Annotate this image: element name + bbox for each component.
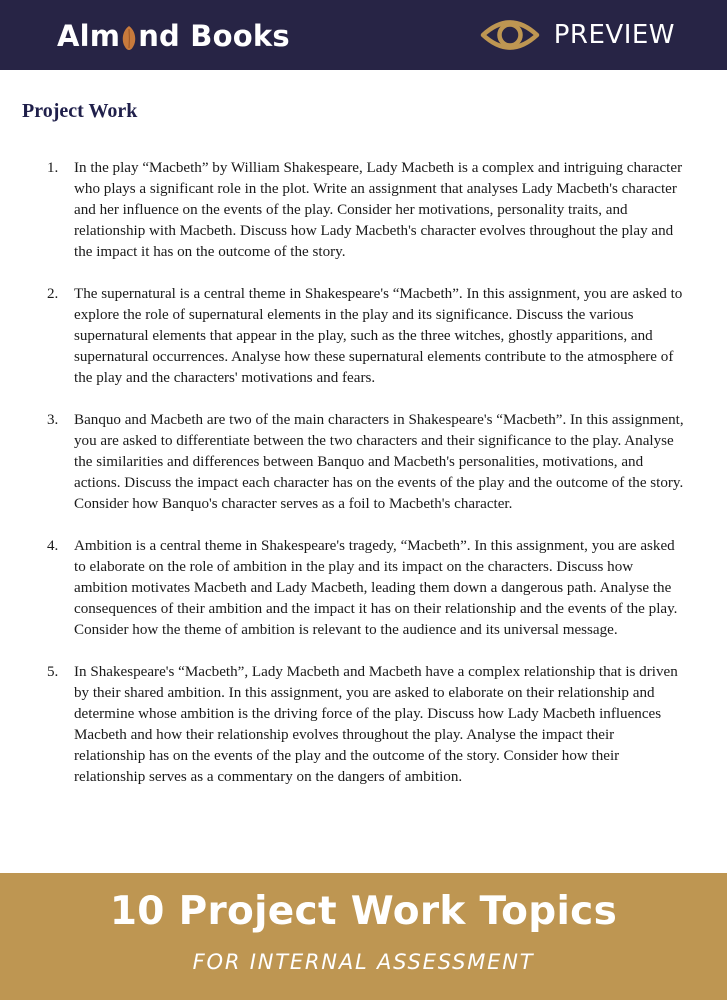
- topics-list: [47, 158, 687, 809]
- topic-text: In the play “Macbeth” by William Shakespeare, Lady Macbeth is a complex and intriguing character who plays a significant role in the plot. Write an assignment that analyses Lady Macbeth's character and her influence on the events of the play. Consider her motivations, personality traits, and relationship with Macbeth. Discuss how Lady Macbeth's character evolves throughout the play and the impact it has on the outcome of the story.: [74, 160, 683, 260]
- banner-title: 10 Project Work Topics: [109, 889, 618, 934]
- header-bar: [0, 0, 727, 70]
- preview-button[interactable]: [480, 13, 675, 57]
- almond-icon: [121, 25, 137, 51]
- topic-number: 1.: [47, 160, 59, 176]
- eye-icon: [480, 14, 540, 56]
- document-page: [0, 70, 727, 873]
- topic-number: 3.: [47, 412, 59, 428]
- brand-logo[interactable]: [57, 14, 290, 58]
- banner-subtitle: FOR INTERNAL ASSESSMENT: [192, 950, 535, 974]
- topic-number: 2.: [47, 286, 59, 302]
- topic-text: Ambition is a central theme in Shakespeare's tragedy, “Macbeth”. In this assignment, you are asked to elaborate on the role of ambition in the play and its impact on the characters. Discuss how ambition motivates Macbeth and Lady Macbeth, leading them down a dangerous path. Analyse the consequences of their ambition and the impact it has on their relationship and the events of the play. Consider how the theme of ambition is relevant to the audience and its universal message.: [74, 538, 678, 638]
- topic-text: The supernatural is a central theme in Shakespeare's “Macbeth”. In this assignment, you are asked to explore the role of supernatural elements in the play and its significance. Discuss the various supernatural elements that appear in the play, such as the three witches, ghostly apparitions, and supernatural occurrences. Analyse how these supernatural elements contribute to the atmosphere of the play and the characters' motivations and fears.: [74, 286, 683, 386]
- topic-item: [47, 536, 687, 641]
- section-title: Project Work: [22, 100, 138, 122]
- topic-item: [47, 284, 687, 389]
- logo-text-end: nd Books: [138, 19, 290, 53]
- promo-banner: [0, 873, 727, 1000]
- topic-item: [47, 158, 687, 263]
- topic-text: Banquo and Macbeth are two of the main characters in Shakespeare's “Macbeth”. In this assignment, you are asked to differentiate between the two characters and their significance to the play. Analyse the similarities and differences between Banquo and Macbeth's personalities, motivations, and actions. Discuss the impact each character has on the events of the play and the outcome of the story. Consider how Banquo's character serves as a foil to Macbeth's character.: [74, 412, 684, 512]
- topic-text: In Shakespeare's “Macbeth”, Lady Macbeth and Macbeth have a complex relationship that is driven by their shared ambition. In this assignment, you are asked to elaborate on their relationship and determine whose ambition is the driving force of the play. Discuss how Lady Macbeth influences Macbeth and how their relationship evolves throughout the play. Analyse the impact their relationship has on the events of the play and the outcome of the story. Consider how their relationship serves as a commentary on the dangers of ambition.: [74, 664, 678, 785]
- topic-item: [47, 410, 687, 515]
- logo-text-start: Alm: [57, 19, 121, 53]
- topic-number: 5.: [47, 664, 59, 680]
- topic-item: [47, 662, 687, 788]
- topic-number: 4.: [47, 538, 59, 554]
- preview-label: PREVIEW: [553, 20, 675, 50]
